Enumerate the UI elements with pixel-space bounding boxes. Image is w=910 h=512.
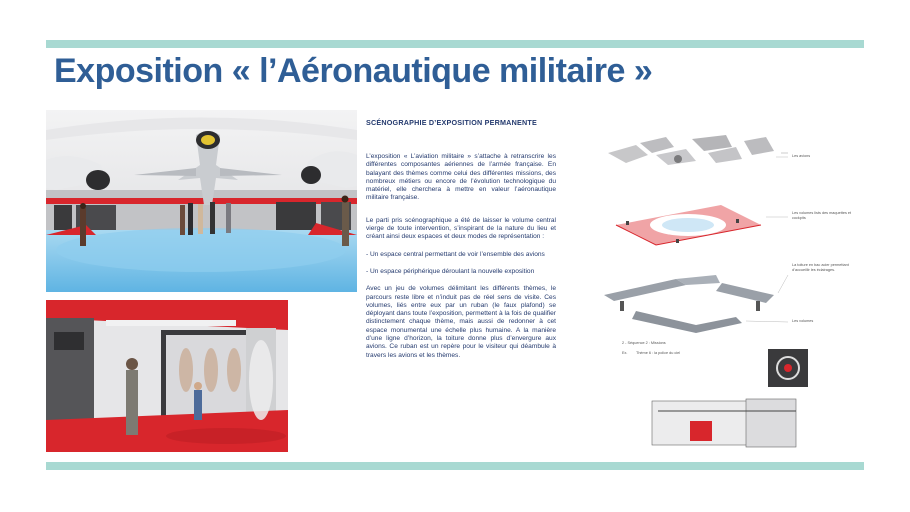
page-title: Exposition « l’Aéronautique militaire » (54, 52, 653, 90)
label-sequence: 2 - Séquence 2 : Missions (622, 341, 666, 345)
label-theme: Thème 6 : la police du ciel (636, 351, 681, 355)
paragraph-scenography: Le parti pris scénographique a été de laisser le volume central vierge de toute intervention, s’inspirant de la nature du lieu et créant ainsi deux espaces et deux modes de représentation : (366, 216, 556, 241)
label-toiture: La toiture en bac acier permettant d’accueillir les éclairages. (792, 263, 849, 272)
top-accent-bar (46, 40, 864, 48)
label-ex: Ex. (622, 351, 628, 355)
diagram-roof-layer (604, 275, 774, 333)
description-text-column (366, 118, 556, 369)
paragraph-intro: L’exposition « L’aviation militaire » s’attache à retranscrire les différentes composantes aériennes de l’armée française. En balayant des thèmes comme celui des différentes missions, des nombreux métiers ou encore de l’évolution technologique du matériel, elle cherchera à mettre en valeur l’aéronautique militaire française. (366, 153, 556, 202)
label-volumes: Les volumes (792, 319, 814, 323)
section-title: SCÉNOGRAPHIE D’EXPOSITION PERMANENTE (366, 118, 537, 127)
diagram-aircraft-layer (608, 135, 788, 165)
diagram-thumbnails (652, 349, 808, 447)
paragraph-central-space: - Un espace central permettant de voir l’ensemble des avions (366, 250, 545, 258)
diagram-drawings (596, 125, 866, 455)
label-avions: Les avions (792, 154, 811, 158)
paragraph-volumes: Avec un jeu de volumes délimitant les différents thèmes, le parcours reste libre et n’induit pas de réel sens de visite. Ces volumes, liés entre eux par un ruban (le faux plafond) se déployant dans toute l’exposition, permettent à la fois de qualifier distinctement chaque thème, mais aussi de redonner à cet espace monumental une échelle plus humaine. A la manière d’une ligne d’horizon, la toiture donne plus d’envergure aux avions. Ce ruban est un repère pour le visiteur qui déambule à travers les avions et les thèmes. (366, 285, 556, 359)
hall-rendering-image (46, 110, 357, 292)
paragraph-peripheral-space: - Un espace périphérique déroulant la nouvelle exposition (366, 267, 535, 275)
bottom-accent-bar (46, 462, 864, 470)
rendering-central-hall (46, 110, 357, 292)
label-volumes-lists: Les volumes lists des maquettes et cockpits (792, 211, 852, 220)
diagram-floor-layer (616, 205, 761, 245)
exploded-axonometric-diagrams (596, 125, 866, 455)
rendering-exhibition-volumes (46, 300, 288, 452)
volumes-rendering-image (46, 300, 288, 452)
